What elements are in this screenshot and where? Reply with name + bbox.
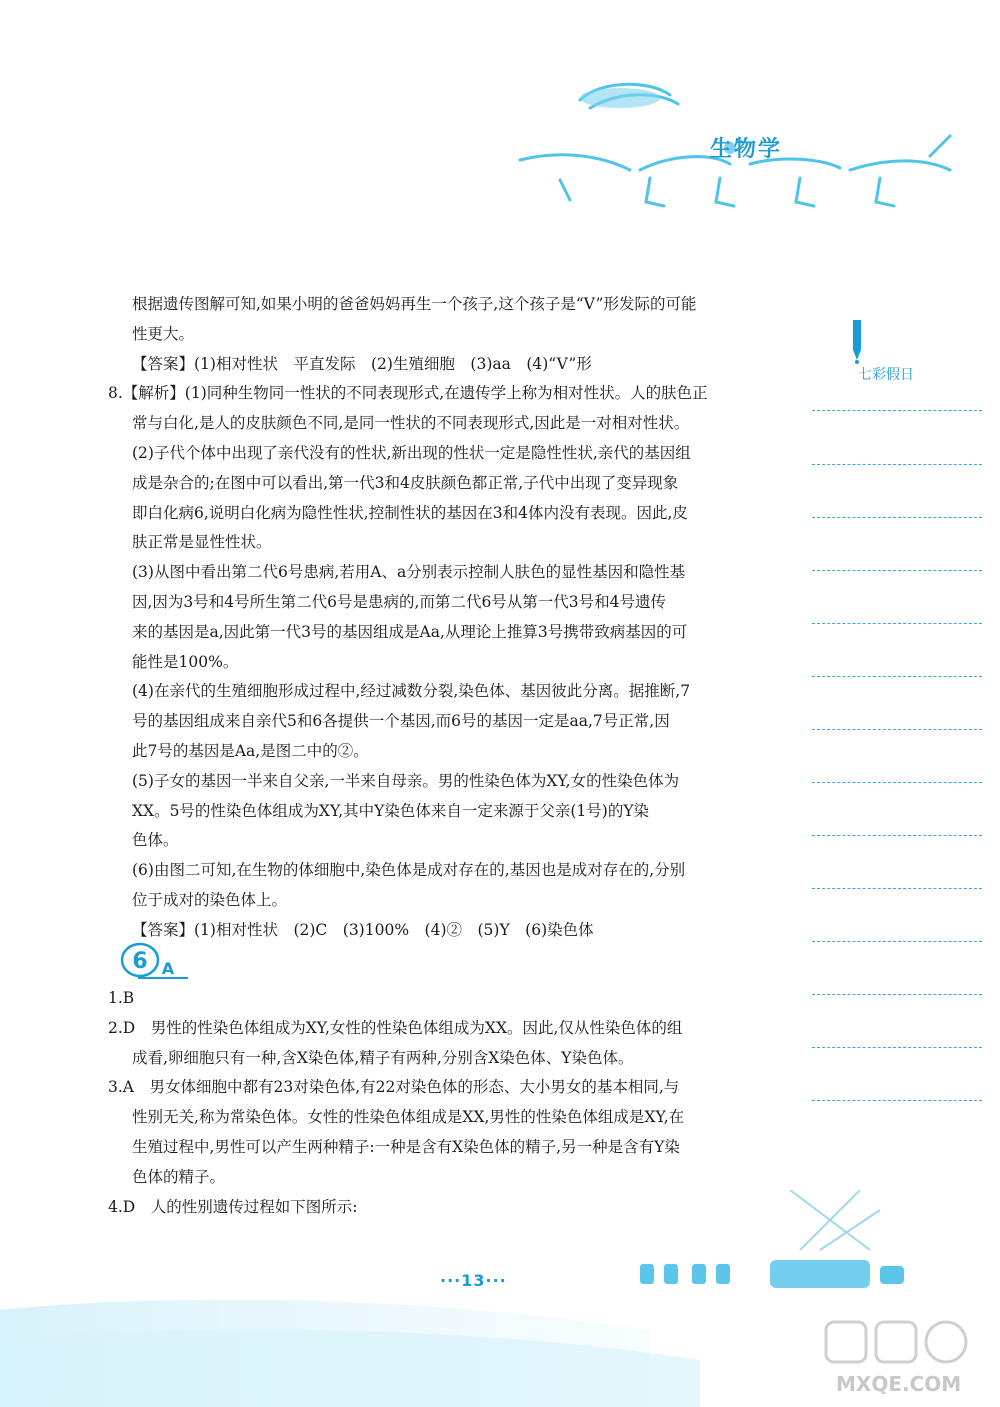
- note-line: [812, 888, 982, 889]
- text-line: 位于成对的染色体上。: [132, 890, 288, 909]
- text-line: 来的基因是a,因此第一代3号的基因组成是Aa,从理论上推算3号携带致病基因的可: [132, 622, 688, 641]
- note-line: [812, 941, 982, 942]
- text-line: 即白化病6,说明白化病为隐性性状,控制性状的基因在3和4体内没有表现。因此,皮: [132, 503, 688, 522]
- watermark-url: MXQE.COM: [836, 1372, 962, 1396]
- note-line: [812, 517, 982, 518]
- text-line: 能性是100%。: [132, 652, 239, 671]
- text-line: (3)从图中看出第二代6号患病,若用A、a分别表示控制人肤色的显性基因和隐性基: [132, 563, 686, 582]
- text-line: 此7号的基因是Aa,是图二中的②。: [132, 741, 369, 760]
- text-line: (2)子代个体中出现了亲代没有的性状,新出现的性状一定是隐性性状,亲代的基因组: [132, 443, 691, 462]
- answer-content: [108, 290, 748, 946]
- pen-icon: [845, 318, 871, 366]
- text-line: 性别无关,称为常染色体。女性的性染色体组成是XX,男性的性染色体组成是XY,在: [132, 1108, 685, 1127]
- list-item: 4.D 人的性别遗传过程如下图所示:: [108, 1197, 358, 1216]
- answer-list: [108, 984, 748, 1222]
- text-line: 成看,卵细胞只有一种,含X染色体,精子有两种,分别含X染色体、Y染色体。: [132, 1048, 634, 1067]
- text-line: 色体的精子。: [132, 1167, 226, 1186]
- text-line: 性更大。: [132, 324, 195, 343]
- note-line: [812, 623, 982, 624]
- note-line: [812, 782, 982, 783]
- answer-8: 【答案】(1)相对性状 (2)C (3)100% (4)② (5)Y (6)染色体: [132, 920, 594, 939]
- list-item: 2.D 男性的性染色体组成为XY,女性的性染色体组成为XX。因此,仅从性染色体的组: [108, 1018, 683, 1037]
- section-letter: A: [161, 959, 175, 978]
- note-line: [812, 1100, 982, 1101]
- note-line: [812, 1047, 982, 1048]
- text-line: XX。5号的性染色体组成为XY,其中Y染色体来自一定来源于父亲(1号)的Y染: [132, 801, 650, 820]
- section-badge: [118, 938, 188, 980]
- text-line: 号的基因组成来自亲代5和6各提供一个基因,而6号的基因一定是aa,7号正常,因: [132, 712, 670, 731]
- list-item: 3.A 男女体细胞中都有23对染色体,有22对染色体的形态、大小男女的基本相同,与: [108, 1078, 680, 1097]
- note-line: [812, 994, 982, 995]
- side-brand-label: 七彩假日: [858, 367, 914, 383]
- text-line: (6)由图二可知,在生物的体细胞中,染色体是成对存在的,基因也是成对存在的,分别: [132, 861, 686, 880]
- answer-7: 【答案】(1)相对性状 平直发际 (2)生殖细胞 (3)aa (4)“V”形: [132, 354, 592, 373]
- note-line: [812, 676, 982, 677]
- note-line: [812, 835, 982, 836]
- question-8-analysis: 8.【解析】(1)同种生物同一性状的不同表现形式,在遗传学上称为相对性状。人的肤色正: [108, 384, 708, 403]
- text-line: 色体。: [132, 831, 179, 850]
- text-line: (4)在亲代的生殖细胞形成过程中,经过减数分裂,染色体、基因彼此分离。据推断,7: [132, 682, 691, 701]
- section-number: 6: [132, 949, 148, 974]
- text-line: (5)子女的基因一半来自父亲,一半来自母亲。男的性染色体为XY,女的性染色体为: [132, 771, 680, 790]
- note-line: [812, 464, 982, 465]
- text-line: 因,因为3号和4号所生第二代6号是患病的,而第二代6号从第一代3号和4号遗传: [132, 592, 667, 611]
- text-line: 常与白化,是人的皮肤颜色不同,是同一性状的不同表现形式,因此是一对相对性状。: [132, 414, 690, 433]
- list-item: 1.B: [108, 989, 135, 1007]
- note-line: [812, 729, 982, 730]
- page-number: ···13···: [440, 1271, 507, 1290]
- text-line: 成是杂合的;在图中可以看出,第一代3和4皮肤颜色都正常,子代中出现了变异现象: [132, 473, 679, 492]
- subject-title: 生物学: [710, 137, 783, 162]
- text-line: 根据遗传图解可知,如果小明的爸爸妈妈再生一个孩子,这个孩子是“V”形发际的可能: [132, 295, 697, 313]
- text-line: 生殖过程中,男性可以产生两种精子:一种是含有X染色体的精子,另一种是含有Y染: [132, 1137, 680, 1156]
- note-line: [812, 570, 982, 571]
- text-line: 肤正常是显性性状。: [132, 533, 272, 552]
- note-line: [812, 410, 982, 411]
